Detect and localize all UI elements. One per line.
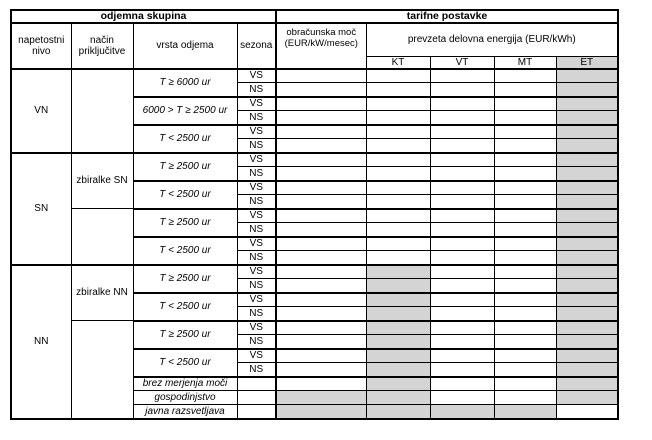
cell (276, 153, 366, 167)
season-vs: VS (237, 125, 276, 139)
season-vs: VS (237, 209, 276, 223)
season-vs: VS (237, 153, 276, 167)
cell-shaded (366, 307, 430, 321)
cell (430, 69, 494, 83)
col-header-vt: VT (430, 56, 494, 69)
consumption-type: T < 2500 ur (133, 349, 237, 377)
cell-shaded (556, 69, 618, 83)
cell-shaded (556, 153, 618, 167)
cell (430, 83, 494, 97)
col-header-vrsta-odjema: vrsta odjema (133, 23, 237, 69)
cell-shaded (366, 265, 430, 279)
col-header-sezona: sezona (237, 23, 276, 69)
cell-shaded (366, 363, 430, 377)
cell-shaded (494, 405, 556, 419)
cell (494, 335, 556, 349)
cell (276, 83, 366, 97)
cell-shaded (556, 363, 618, 377)
cell-shaded (366, 405, 430, 419)
cell (430, 251, 494, 265)
cell-shaded (556, 377, 618, 391)
season-ns: NS (237, 363, 276, 377)
cell-shaded (556, 251, 618, 265)
season-empty (237, 405, 276, 419)
cell (494, 391, 556, 405)
season-vs: VS (237, 349, 276, 363)
cell (430, 391, 494, 405)
cell (430, 97, 494, 111)
cell (494, 153, 556, 167)
level-nn: NN (11, 265, 71, 419)
connection-zbiralke-sn: zbiralke SN (71, 153, 133, 209)
cell (276, 167, 366, 181)
tariff-table (10, 9, 619, 420)
cell (276, 335, 366, 349)
cell (430, 237, 494, 251)
consumption-type: T ≥ 2500 ur (133, 153, 237, 181)
cell (494, 307, 556, 321)
season-ns: NS (237, 167, 276, 181)
cell (494, 377, 556, 391)
col-header-kt: KT (366, 56, 430, 69)
cell (494, 83, 556, 97)
cell (276, 349, 366, 363)
consumption-type: T < 2500 ur (133, 293, 237, 321)
season-ns: NS (237, 195, 276, 209)
season-ns: NS (237, 251, 276, 265)
season-vs: VS (237, 293, 276, 307)
cell-shaded (366, 321, 430, 335)
cell (430, 209, 494, 223)
cell (494, 167, 556, 181)
cell (494, 69, 556, 83)
cell (430, 363, 494, 377)
col-header-mt: MT (494, 56, 556, 69)
cell (430, 321, 494, 335)
cell (276, 111, 366, 125)
cell (276, 69, 366, 83)
season-vs: VS (237, 69, 276, 83)
season-vs: VS (237, 321, 276, 335)
cell (276, 265, 366, 279)
season-ns: NS (237, 307, 276, 321)
cell (494, 223, 556, 237)
cell (366, 69, 430, 83)
cell (366, 97, 430, 111)
cell (276, 377, 366, 391)
cell-shaded (556, 293, 618, 307)
cell (430, 139, 494, 153)
cell (430, 307, 494, 321)
cell (430, 153, 494, 167)
consumption-type: T ≥ 2500 ur (133, 321, 237, 349)
cell (494, 237, 556, 251)
cell (494, 279, 556, 293)
cell (430, 349, 494, 363)
cell-shaded (556, 209, 618, 223)
cell-shaded (556, 335, 618, 349)
cell (276, 209, 366, 223)
cell (276, 195, 366, 209)
cell (276, 97, 366, 111)
season-vs: VS (237, 237, 276, 251)
cell (494, 195, 556, 209)
cell (430, 195, 494, 209)
cell (276, 279, 366, 293)
cell (494, 97, 556, 111)
cell-shaded (556, 265, 618, 279)
season-vs: VS (237, 265, 276, 279)
cell (494, 349, 556, 363)
cell-shaded (276, 391, 366, 405)
connection-empty (71, 209, 133, 265)
cell (494, 125, 556, 139)
consumption-type: T < 2500 ur (133, 237, 237, 265)
tariff-table-container (10, 9, 619, 420)
cell-shaded (556, 307, 618, 321)
cell (494, 251, 556, 265)
cell (494, 209, 556, 223)
cell (366, 167, 430, 181)
cell (366, 237, 430, 251)
cell (366, 223, 430, 237)
cell-shaded (366, 293, 430, 307)
cell (276, 223, 366, 237)
cell-shaded (430, 405, 494, 419)
col-header-et: ET (556, 56, 618, 69)
cell (430, 377, 494, 391)
cell (276, 125, 366, 139)
cell-shaded (556, 195, 618, 209)
consumption-type: 6000 > T ≥ 2500 ur (133, 97, 237, 125)
cell-shaded (366, 391, 430, 405)
cell-shaded (556, 167, 618, 181)
consumption-type: T ≥ 2500 ur (133, 265, 237, 293)
consumption-type: T < 2500 ur (133, 181, 237, 209)
cell-shaded (556, 349, 618, 363)
cell (494, 321, 556, 335)
consumption-type: gospodinjstvo (133, 391, 237, 405)
cell-shaded (366, 377, 430, 391)
cell (430, 167, 494, 181)
season-empty (237, 377, 276, 391)
cell (494, 111, 556, 125)
cell (366, 209, 430, 223)
cell (276, 139, 366, 153)
cell (276, 307, 366, 321)
cell-shaded (556, 125, 618, 139)
cell (556, 405, 618, 419)
cell (494, 181, 556, 195)
cell (366, 83, 430, 97)
connection-empty (71, 69, 133, 153)
cell (366, 153, 430, 167)
cell (366, 139, 430, 153)
consumption-type: T ≥ 2500 ur (133, 209, 237, 237)
cell (366, 195, 430, 209)
season-ns: NS (237, 335, 276, 349)
cell-shaded (366, 349, 430, 363)
cell-shaded (556, 279, 618, 293)
season-empty (237, 391, 276, 405)
cell (276, 181, 366, 195)
cell (430, 279, 494, 293)
cell (430, 223, 494, 237)
season-vs: VS (237, 97, 276, 111)
level-vn: VN (11, 69, 71, 153)
cell-shaded (366, 279, 430, 293)
cell (276, 321, 366, 335)
cell (430, 111, 494, 125)
col-header-napetostni-nivo: napetostni nivo (11, 23, 71, 69)
cell-shaded (366, 335, 430, 349)
cell (494, 293, 556, 307)
connection-empty (71, 321, 133, 419)
cell (366, 125, 430, 139)
level-sn: SN (11, 153, 71, 265)
cell (276, 251, 366, 265)
season-ns: NS (237, 83, 276, 97)
consumption-type: javna razsvetljava (133, 405, 237, 419)
consumption-type: T ≥ 6000 ur (133, 69, 237, 97)
season-ns: NS (237, 111, 276, 125)
group-header-tarifne-postavke: tarifne postavke (276, 10, 618, 23)
cell (430, 265, 494, 279)
season-ns: NS (237, 223, 276, 237)
cell (366, 181, 430, 195)
cell (430, 125, 494, 139)
cell (276, 363, 366, 377)
season-ns: NS (237, 139, 276, 153)
cell (430, 335, 494, 349)
cell (366, 111, 430, 125)
col-header-obracunska-moc: obračunska moč (EUR/kW/mesec) (276, 23, 366, 69)
group-header-odjemna-skupina: odjemna skupina (11, 10, 276, 23)
consumption-type: brez merjenja moči (133, 377, 237, 391)
cell-shaded (556, 83, 618, 97)
cell-shaded (556, 97, 618, 111)
consumption-type: T < 2500 ur (133, 125, 237, 153)
cell (494, 363, 556, 377)
cell-shaded (556, 139, 618, 153)
connection-zbiralke-nn: zbiralke NN (71, 265, 133, 321)
cell-shaded (556, 181, 618, 195)
cell (276, 293, 366, 307)
cell (366, 251, 430, 265)
cell-shaded (556, 391, 618, 405)
season-ns: NS (237, 279, 276, 293)
cell-shaded (276, 405, 366, 419)
cell (430, 293, 494, 307)
cell-shaded (556, 111, 618, 125)
season-vs: VS (237, 181, 276, 195)
col-header-nacin-prikljucitve: način priključitve (71, 23, 133, 69)
cell-shaded (556, 321, 618, 335)
cell (276, 237, 366, 251)
cell (494, 139, 556, 153)
col-header-prevzeta-energija: prevzeta delovna energija (EUR/kWh) (366, 23, 618, 56)
cell-shaded (556, 223, 618, 237)
cell (494, 265, 556, 279)
cell-shaded (556, 237, 618, 251)
cell (430, 181, 494, 195)
